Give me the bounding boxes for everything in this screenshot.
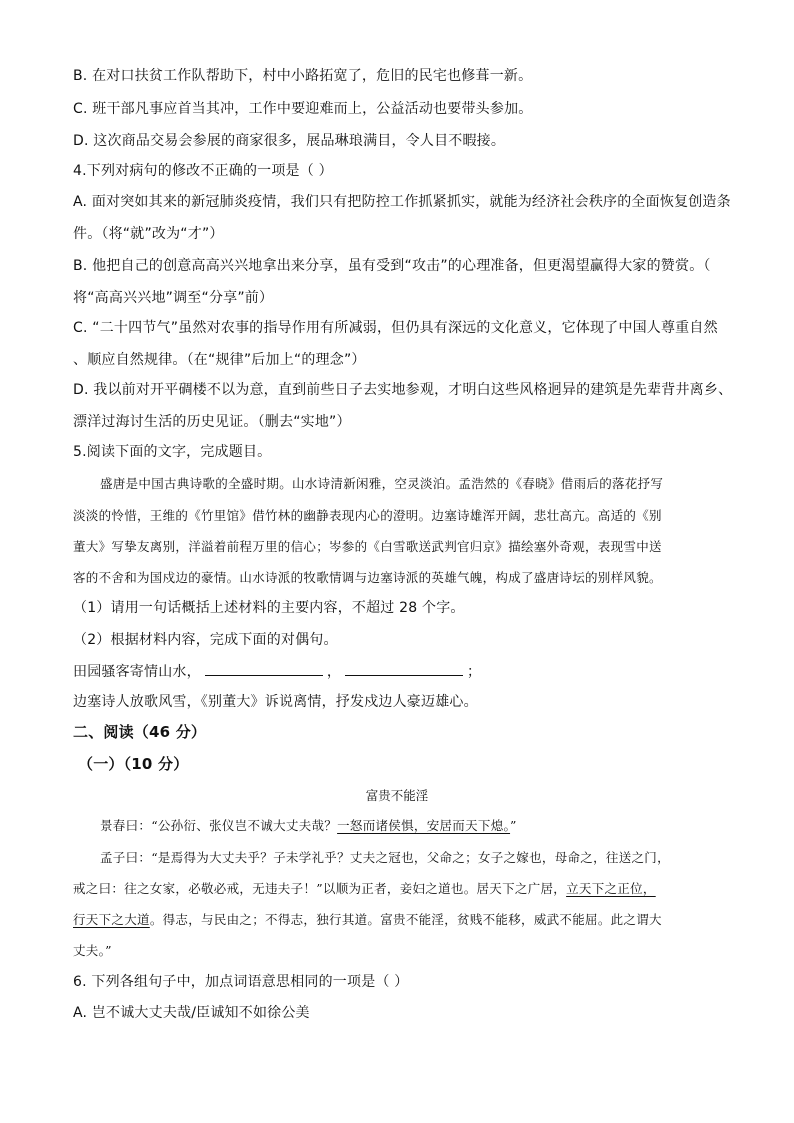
option-4c-line2: 、顺应自然规律。（在“规律”后加上“的理念”）: [73, 352, 366, 368]
underlined-sentence: 立天下之正位，: [566, 881, 656, 896]
classical-line-2: 孟子曰：“是焉得为大丈夫乎？子未学礼乎？丈夫之冠也，父命之；女子之嫁也，母命之，往送之门，: [100, 850, 670, 865]
passage-line: 董大》写挚友离别，洋溢着前程万里的信心；岑参的《白雪歌送武判官归京》描绘塞外奇观，表现雪中送: [73, 539, 662, 554]
subsection-heading: （一）（10 分）: [78, 755, 189, 773]
option-3c: C. 班干部凡事应首当其冲，工作中要迎难而上，公益活动也要带头参加。: [73, 101, 533, 117]
option-4b-line1: B. 他把自己的创意高高兴兴地拿出来分享，虽有受到“攻击”的心理准备，但更渴望赢得大家的赞赏。（: [73, 258, 711, 274]
classical-text: ”: [510, 818, 517, 833]
question-4: 4.下列对病句的修改不正确的一项是（ ）: [73, 163, 333, 179]
couplet-line-1: [73, 661, 481, 682]
question-5-2: （2）根据材料内容，完成下面的对偶句。: [73, 632, 338, 648]
section-heading: 二、阅读（46 分）: [73, 723, 207, 741]
classical-text: 戒之曰：往之女家，必敬必戒，无违夫子！”以顺为正者，妾妇之道也。居天下之广居，: [73, 881, 567, 896]
option-4b-line2: 将“高高兴兴地”调至“分享”前）: [73, 290, 274, 306]
option-3b: B. 在对口扶贫工作队帮助下，村中小路拓宽了，危旧的民宅也修葺一新。: [73, 68, 533, 84]
classical-line-4: [73, 910, 662, 930]
question-6: 6. 下列各组句子中，加点词语意思相同的一项是（ ）: [73, 974, 409, 990]
answer-blank-2[interactable]: [345, 661, 463, 676]
option-4d-line2: 漂洋过海讨生活的历史见证。（删去“实地”）: [73, 414, 351, 430]
classical-line-5: 丈夫。”: [73, 943, 112, 958]
question-5-1: （1）请用一句话概括上述材料的主要内容，不超过 28 个字。: [73, 600, 465, 616]
underlined-sentence: 行天下之大道: [73, 912, 150, 927]
option-6a: A. 岂不诚大丈夫哉/臣诚知不如徐公美: [73, 1005, 310, 1021]
underlined-sentence: 一怒而诸侯惧，安居而天下熄。: [337, 818, 511, 833]
question-5: 5.阅读下面的文字，完成题目。: [73, 444, 272, 460]
option-4c-line1: C. “二十四节气”虽然对农事的指导作用有所减弱，但仍具有深远的文化意义，它体现了中国人尊重自然: [73, 320, 718, 336]
couplet-start: 田园骚客寄情山水，: [73, 664, 201, 680]
passage-line: 淡淡的怜惜，王维的《竹里馆》借竹林的幽静表现内心的澄明。边塞诗雄浑开阔，悲壮高亢。高适的《别: [73, 508, 662, 523]
couplet-comma: ，: [326, 664, 342, 680]
passage-line: 盛唐是中国古典诗歌的全盛时期。山水诗清新闲雅，空灵淡泊。孟浩然的《春晓》借雨后的落花抒写: [100, 476, 664, 491]
option-3d: D. 这次商品交易会参展的商家很多，展品琳琅满目，令人目不暇接。: [73, 133, 506, 149]
classical-text: 。得志，与民由之；不得志，独行其道。富贵不能淫，贫贱不能移，威武不能屈。此之谓大: [149, 912, 662, 927]
option-4a-line2: 件。（将“就”改为“才”）: [73, 226, 224, 242]
classical-text: 景春曰：“公孙衍、张仪岂不诚大丈夫哉？: [100, 818, 338, 833]
passage-title: 富贵不能淫: [365, 788, 429, 803]
classical-line-3: [73, 879, 656, 899]
option-4d-line1: D. 我以前对开平碉楼不以为意，直到前些日子去实地参观，才明白这些风格迥异的建筑是先辈背井离乡、: [73, 382, 733, 398]
couplet-end: ；: [467, 664, 482, 680]
answer-blank-1[interactable]: [205, 661, 323, 676]
option-4a-line1: A. 面对突如其来的新冠肺炎疫情，我们只有把防控工作抓紧抓实，就能为经济社会秩序的全面恢复创造条: [73, 194, 731, 210]
passage-line: 客的不舍和为国戍边的豪情。山水诗派的牧歌情调与边塞诗派的英雄气魄，构成了盛唐诗坛的别样风貌。: [73, 570, 662, 585]
couplet-line-2: 边塞诗人放歌风雪，《别董大》诉说离情，抒发戍边人豪迈雄心。: [73, 694, 478, 710]
classical-line-1: [100, 816, 517, 836]
